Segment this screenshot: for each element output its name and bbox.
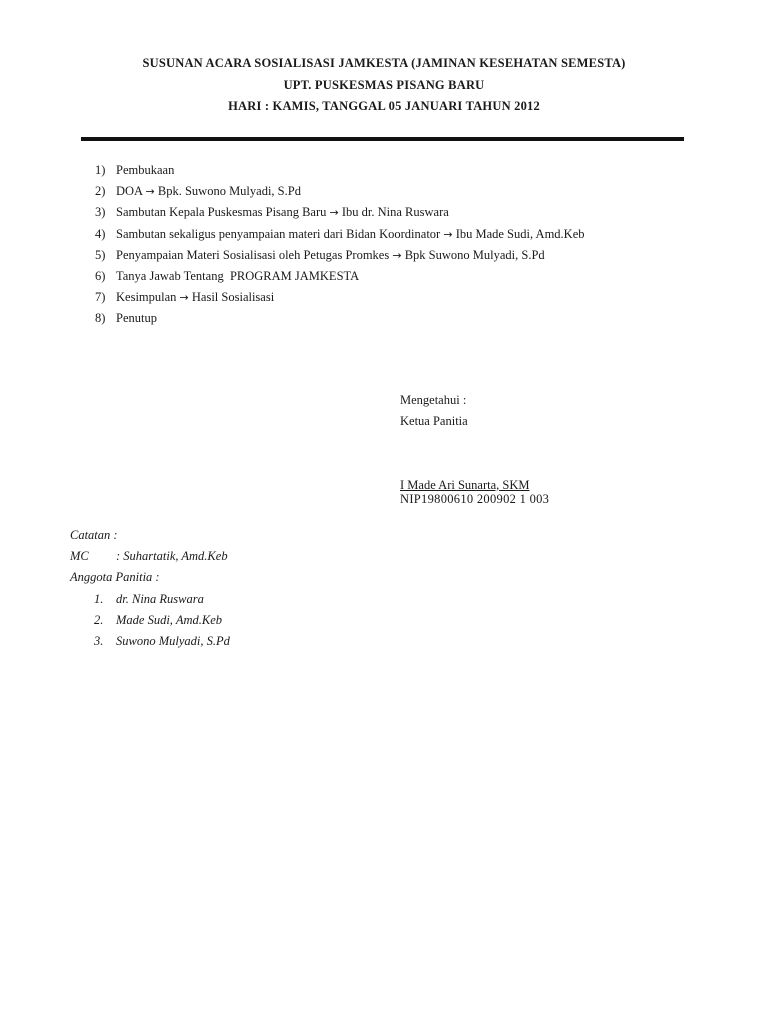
agenda-person: Ibu Made Sudi, Amd.Keb (455, 226, 585, 241)
agenda-number: 1) (95, 163, 106, 177)
agenda-item (95, 246, 585, 267)
agenda-person: Bpk Suwono Mulyadi, S.Pd (404, 247, 545, 262)
members-label: Anggota Panitia : (70, 570, 160, 585)
agenda-person: Bpk. Suwono Mulyadi, S.Pd (157, 184, 301, 199)
member-item (70, 611, 230, 632)
header-divider (81, 137, 684, 141)
member-number: 2. (94, 612, 104, 627)
signatory-name: I Made Ari Sunarta, SKM (400, 478, 530, 492)
member-name: dr. Nina Ruswara (116, 591, 204, 606)
agenda-number: 8) (95, 311, 106, 326)
arrow-right-icon: → (145, 185, 155, 199)
event-date: HARI : KAMIS, TANGGAL 05 JANUARI TAHUN 2012 (228, 99, 540, 113)
mc-line (70, 547, 230, 568)
signatory-nip: NIP19800610 200902 1 003 (400, 492, 550, 506)
agenda-number: 6) (95, 268, 106, 283)
agenda-item (95, 309, 585, 330)
member-item (70, 590, 230, 611)
agenda-text: Sambutan Kepala Puskesmas Pisang Baru (116, 205, 327, 220)
agenda-number: 7) (95, 290, 106, 305)
arrow-right-icon: → (443, 227, 453, 241)
member-name: Made Sudi, Amd.Keb (116, 612, 223, 627)
agenda-number: 4) (95, 226, 106, 241)
agenda-text: Penyampaian Materi Sosialisasi oleh Petugas Promkes (116, 247, 390, 262)
notes-section (70, 526, 230, 653)
document-title: SUSUNAN ACARA SOSIALISASI JAMKESTA (JAMINAN KESEHATAN SEMESTA) (142, 56, 626, 70)
agenda-person: Ibu dr. Nina Ruswara (341, 205, 449, 220)
agenda-item (95, 225, 585, 246)
arrow-right-icon: → (392, 248, 402, 262)
agenda-text: Tanya Jawab Tentang PROGRAM JAMKESTA (116, 268, 360, 283)
notes-title: Catatan : (70, 528, 118, 542)
mc-value: : Suhartatik, Amd.Keb (116, 549, 228, 564)
arrow-right-icon: → (329, 206, 339, 220)
signatory-role: Ketua Panitia (400, 414, 468, 428)
mc-label: MC (70, 549, 89, 564)
agenda-item (95, 267, 585, 288)
agenda-number: 2) (95, 184, 106, 199)
agenda-text: Kesimpulan (116, 290, 177, 305)
agenda-text: DOA (116, 184, 146, 199)
agenda-item (95, 288, 585, 309)
agenda-list (95, 161, 585, 331)
agenda-item (95, 182, 585, 203)
agenda-text: Penutup (116, 311, 157, 326)
agenda-item (95, 161, 585, 182)
arrow-right-icon: → (179, 291, 189, 305)
agenda-number: 5) (95, 247, 106, 262)
agenda-text: Pembukaan (116, 163, 175, 177)
agenda-text: Sambutan sekaligus penyampaian materi dari Bidan Koordinator (116, 226, 441, 241)
agenda-number: 3) (95, 205, 106, 220)
member-name: Suwono Mulyadi, S.Pd (116, 633, 230, 648)
agenda-person: Hasil Sosialisasi (191, 290, 275, 305)
agenda-item (95, 203, 585, 224)
member-number: 3. (94, 633, 104, 648)
institution-name: UPT. PUSKESMAS PISANG BARU (283, 78, 485, 92)
member-number: 1. (94, 591, 104, 606)
member-item (70, 632, 230, 653)
acknowledgement-label: Mengetahui : (400, 393, 467, 407)
